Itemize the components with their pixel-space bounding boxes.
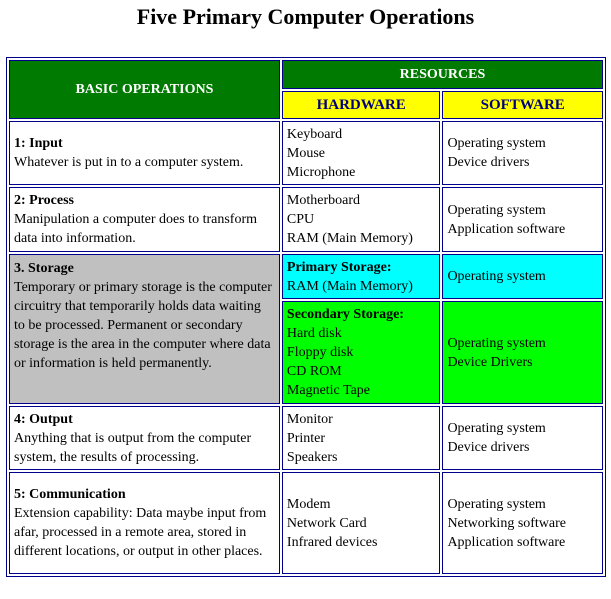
hardware-item: Infrared devices bbox=[286, 534, 378, 550]
hardware-item: Magnetic Tape bbox=[286, 383, 371, 398]
hardware-item: Hard disk bbox=[286, 326, 342, 341]
table-row-process bbox=[9, 187, 603, 252]
software-cell-input bbox=[442, 121, 603, 185]
operation-cell-communication bbox=[9, 472, 280, 574]
operation-cell-output bbox=[9, 406, 280, 470]
operation-title: 1: Input bbox=[14, 136, 63, 151]
software-item: Operating system bbox=[447, 136, 546, 151]
hardware-item: Network Card bbox=[286, 515, 367, 531]
hardware-item: CPU bbox=[286, 212, 315, 227]
hardware-cell-input bbox=[282, 121, 441, 185]
hardware-cell-communication bbox=[282, 472, 441, 574]
hardware-item: Printer bbox=[286, 430, 326, 446]
software-item: Operating system bbox=[447, 202, 546, 218]
software-item: Operating system bbox=[447, 269, 546, 284]
page-title: Five Primary Computer Operations bbox=[136, 4, 475, 29]
operation-description: Manipulation a computer does to transform data into information. bbox=[14, 212, 257, 246]
hardware-item: Microphone bbox=[286, 164, 356, 180]
header-basic-operations: BASIC OPERATIONS bbox=[9, 60, 280, 119]
operation-description: Temporary or primary storage is the computer circuitry that temporarily holds data waiting to be processed. Permanent or secondary storage is the area in the computer where data or information is held permanently. bbox=[14, 280, 272, 371]
operation-title: 5: Communication bbox=[14, 487, 126, 502]
software-cell-communication bbox=[442, 472, 603, 574]
hardware-cell-primary-storage bbox=[282, 254, 441, 299]
header-software: SOFTWARE bbox=[442, 91, 603, 119]
operation-description: Anything that is output from the computer system, the results of processing. bbox=[14, 430, 252, 465]
software-cell-primary-storage bbox=[442, 254, 603, 299]
table-row-communication bbox=[9, 472, 603, 574]
secondary-storage-heading: Secondary Storage: bbox=[286, 307, 404, 322]
header-resources: RESOURCES bbox=[282, 60, 603, 89]
hardware-item: CD ROM bbox=[286, 364, 342, 379]
operation-cell-input bbox=[9, 121, 280, 185]
operations-table bbox=[6, 57, 606, 577]
operation-title: 2: Process bbox=[14, 193, 74, 208]
software-item: Operating system bbox=[447, 335, 546, 351]
software-item: Application software bbox=[447, 221, 566, 237]
primary-storage-heading: Primary Storage: bbox=[286, 259, 392, 275]
table-row-storage-primary bbox=[9, 254, 603, 299]
software-item: Device drivers bbox=[447, 155, 530, 170]
hardware-cell-secondary-storage bbox=[282, 301, 441, 404]
software-item: Operating system bbox=[447, 496, 546, 512]
software-item: Networking software bbox=[447, 515, 567, 531]
hardware-item: RAM (Main Memory) bbox=[286, 278, 413, 294]
operation-title: 3. Storage bbox=[14, 261, 74, 276]
hardware-cell-output bbox=[282, 406, 441, 470]
software-item: Device Drivers bbox=[447, 354, 533, 370]
hardware-item: Modem bbox=[286, 496, 331, 512]
software-cell-output bbox=[442, 406, 603, 470]
operation-description: Whatever is put in to a computer system. bbox=[14, 155, 244, 170]
hardware-item: Keyboard bbox=[286, 126, 343, 142]
operation-cell-process bbox=[9, 187, 280, 252]
software-item: Operating system bbox=[447, 421, 546, 436]
header-hardware: HARDWARE bbox=[282, 91, 441, 119]
hardware-item: Monitor bbox=[286, 411, 333, 427]
hardware-cell-process bbox=[282, 187, 441, 252]
software-cell-process bbox=[442, 187, 603, 252]
operation-cell-storage bbox=[9, 254, 280, 404]
operation-description: Extension capability: Data maybe input from afar, processed in a remote area, stored in different locations, or output in other places. bbox=[14, 506, 267, 559]
table-row-input bbox=[9, 121, 603, 185]
hardware-item: Motherboard bbox=[286, 193, 360, 208]
hardware-item: Mouse bbox=[286, 145, 326, 161]
hardware-item: Speakers bbox=[286, 449, 338, 465]
table-row-output bbox=[9, 406, 603, 470]
operation-title: 4: Output bbox=[14, 411, 73, 427]
hardware-item: RAM (Main Memory) bbox=[286, 231, 413, 246]
hardware-item: Floppy disk bbox=[286, 345, 354, 360]
software-cell-secondary-storage bbox=[442, 301, 603, 404]
software-item: Device drivers bbox=[447, 440, 530, 455]
software-item: Application software bbox=[447, 534, 566, 550]
